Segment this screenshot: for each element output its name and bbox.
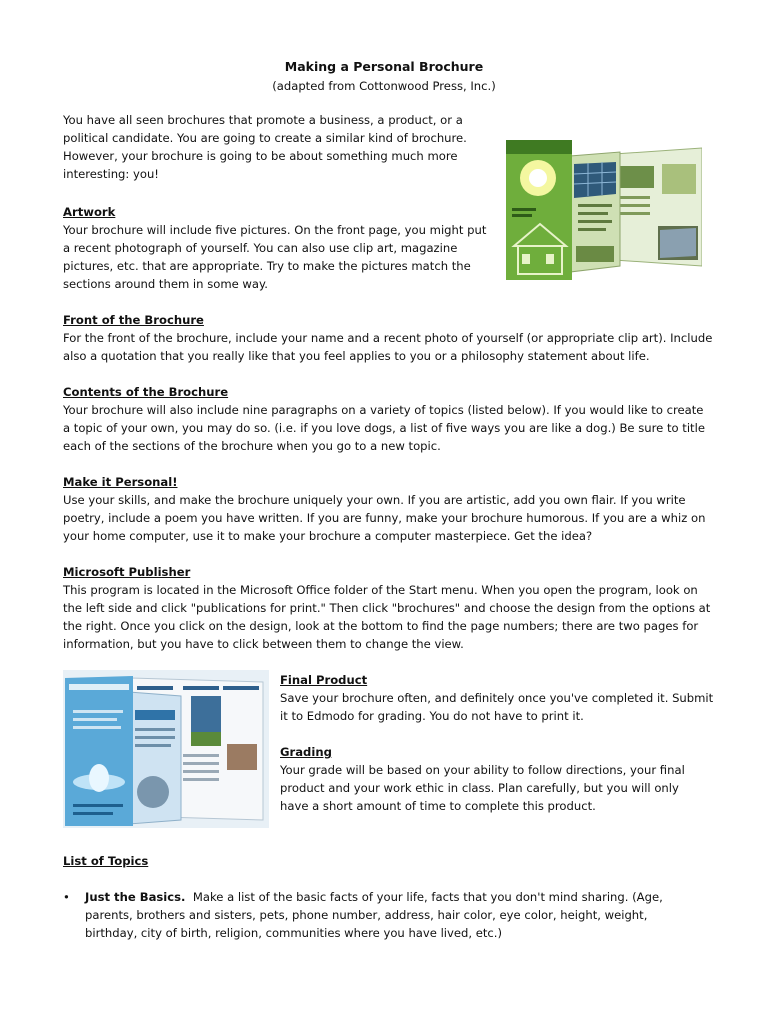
green-brochure-image: [502, 134, 702, 280]
front-section: [63, 311, 713, 365]
front-body: For the front of the brochure, include your name and a recent photo of yourself (or appropriate clip art). Include also a quotation that you really like that you feel applies to you or a philosophy statement about life.: [63, 331, 713, 363]
topic-item: [63, 888, 703, 942]
artwork-body: Your brochure will include five pictures. On the front page, you might put a recent photograph of yourself. You can also use clip art, magazine pictures, etc. that are appropriate. Try to make the pictures match the sections around them in some way.: [63, 223, 487, 291]
artwork-heading: Artwork: [63, 205, 116, 219]
final-body: Save your brochure often, and definitely once you've completed it. Submit it to Edmodo for grading. You do not have to print it.: [280, 691, 714, 723]
grading-heading: Grading: [280, 745, 332, 759]
contents-section: [63, 383, 713, 455]
publisher-heading: Microsoft Publisher: [63, 565, 191, 579]
publisher-section: [63, 563, 713, 653]
page-subtitle: (adapted from Cottonwood Press, Inc.): [272, 79, 496, 93]
contents-heading: Contents of the Brochure: [63, 385, 229, 399]
topic-text: Make a list of the basic facts of your life, facts that you don't mind sharing. (Age, parents, brothers and sisters, pets, phone number, address, hair color, eye color, height, weight, birthday, city of birth, religion, communities where you have lived, etc.): [85, 890, 663, 940]
topics-heading: List of Topics: [63, 854, 149, 868]
blue-brochure-illustration: [63, 670, 269, 828]
grading-body: Your grade will be based on your ability to follow directions, your final product and your work ethic in class. Plan carefully, but you will only have a short amount of time to complete this product.: [280, 763, 685, 813]
intro-text: You have all seen brochures that promote a business, a product, or a political candidate. You are going to create a similar kind of brochure. However, your brochure is going to be about something much more interesting: you!: [63, 113, 467, 181]
topics-list: [63, 888, 703, 942]
topics-section: [63, 852, 703, 942]
artwork-section: [63, 203, 488, 293]
personal-body: Use your skills, and make the brochure uniquely your own. If you are artistic, add you own flair. If you write poetry, include a poem you have written. If you are funny, make your brochure humorous. If you are a whiz on your home computer, use it to make your brochure a computer masterpiece. Get the idea?: [63, 493, 706, 543]
personal-heading: Make it Personal!: [63, 475, 178, 489]
page-title: Making a Personal Brochure: [284, 59, 484, 74]
topic-label: Just the Basics.: [85, 890, 186, 904]
publisher-body: This program is located in the Microsoft Office folder of the Start menu. When you open the program, look on the left side and click "publications for print." Then click "brochures" and choose the design from the options at the right. Once you click on the design, look at the bottom to find the page numbers; there are two pages for information, but you have to click between them to change the view.: [63, 583, 711, 651]
front-heading: Front of the Brochure: [63, 313, 204, 327]
final-section: [280, 671, 720, 725]
personal-section: [63, 473, 713, 545]
blue-brochure-image: [63, 670, 269, 828]
contents-body: Your brochure will also include nine paragraphs on a variety of topics (listed below). If you would like to create a topic of your own, you may do so. (i.e. if you love dogs, a list of five ways you are like a dog.) Be sure to title each of the sections of the brochure when you go to a new topic.: [63, 403, 705, 453]
grading-section: [280, 743, 710, 815]
final-heading: Final Product: [280, 673, 368, 687]
green-brochure-illustration: [502, 134, 702, 280]
intro-paragraph: [63, 111, 483, 183]
